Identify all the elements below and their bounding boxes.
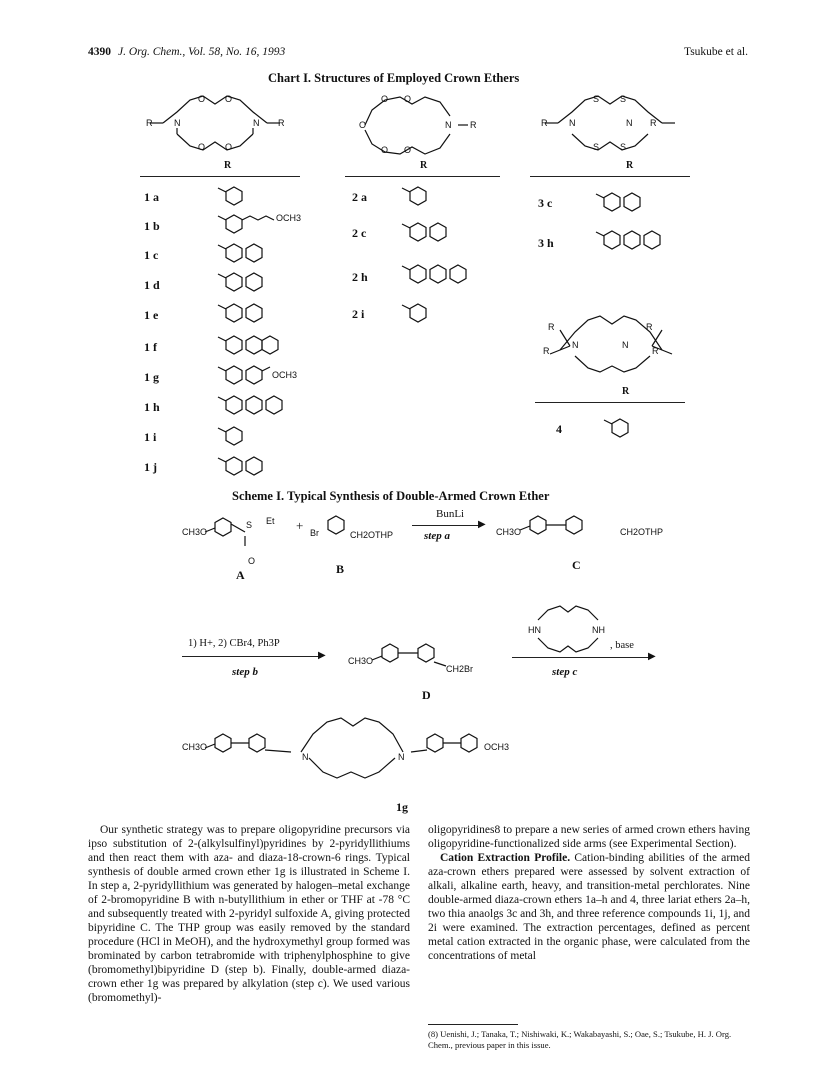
substituent-bipyridyl	[596, 190, 656, 214]
substituent-bipyridyl-alt	[218, 301, 278, 327]
section-heading: Cation Extraction Profile.	[440, 852, 571, 864]
compound-label-d: D	[422, 688, 431, 702]
compound-label: 1 h	[144, 400, 160, 414]
compound-label: 1 b	[144, 219, 160, 233]
fragment-ch3o: CH3O	[182, 742, 208, 752]
reagent-b: 1) H+, 2) CBr4, Ph3P	[188, 638, 280, 649]
journal-citation: J. Org. Chem., Vol. 58, No. 16, 1993	[118, 46, 286, 58]
substituent-pyridyl	[218, 184, 248, 208]
ring-label-r: R	[650, 118, 657, 128]
paragraph	[428, 851, 750, 963]
substituent-biphenyl	[218, 454, 278, 478]
fragment-ch2othp: CH2OTHP	[350, 530, 394, 540]
reagent-a: BunLi	[436, 508, 465, 520]
column-rule	[345, 176, 500, 177]
fragment-och3: OCH3	[484, 742, 510, 752]
fragment-ch3o: CH3O	[348, 656, 374, 666]
fragment-hn: HN	[528, 625, 541, 635]
substituent-bipyridyl	[218, 241, 278, 265]
ring-label-r: R	[652, 346, 659, 356]
ring-label-o: O	[198, 94, 206, 104]
fragment-ch2othp: CH2OTHP	[620, 527, 664, 537]
compound-label: 1 e	[144, 308, 159, 322]
substituent-och3: OCH3	[276, 213, 302, 223]
scheme-caption: Scheme I. Typical Synthesis of Double-Armed Crown Ether	[232, 489, 550, 503]
step-a-label: step a	[424, 530, 450, 542]
compound-label: 2 i	[352, 307, 365, 321]
fragment-br: Br	[310, 528, 319, 538]
ring-label-o: O	[381, 94, 389, 104]
ring-label-r: R	[278, 118, 285, 128]
diaza-crown-ring-left	[145, 90, 285, 155]
paragraph: oligopyridines8 to prepare a new series of armed crown ethers having oligopyridine-functionalized side arms (see Experimental Section).	[428, 824, 750, 850]
step-b-label: step b	[232, 666, 258, 678]
ring-label-s: S	[593, 142, 600, 152]
step-c-label: step c	[552, 666, 578, 678]
column-header-r: R	[622, 386, 630, 397]
ring-label-s: S	[620, 142, 627, 152]
compound-label-1g: 1g	[396, 800, 408, 814]
ring-label-n: N	[445, 120, 452, 130]
fragment-s: S	[246, 520, 253, 530]
arrow-head: ▶	[648, 651, 656, 662]
column-rule	[140, 176, 300, 177]
footnote-rule	[428, 1024, 518, 1025]
arrow-head: ▶	[478, 519, 486, 530]
compound-label: 3 c	[538, 196, 553, 210]
ring-label-r: R	[470, 120, 477, 130]
ring-label-r: R	[541, 118, 548, 128]
substituent-pyridylpyrazinyl	[218, 270, 278, 296]
base-reagent: , base	[610, 640, 634, 651]
compound-label: 2 a	[352, 190, 367, 204]
substituent-terpyridyl	[218, 393, 308, 419]
fragment-n: N	[398, 752, 405, 762]
substituent-pyridyl	[604, 416, 634, 440]
fragment-o: O	[248, 556, 256, 566]
compound-label-b: B	[336, 562, 345, 576]
ring-label-o: O	[225, 142, 233, 152]
compound-label: 1 a	[144, 190, 159, 204]
footnote: (8) Uenishi, J.; Tanaka, T.; Nishiwaki, K.; Wakabayashi, S.; Oae, S.; Tsukube, H. J. Org. Chem., previous paper in this issue.	[428, 1029, 732, 1050]
body-column-right	[428, 823, 750, 963]
fragment-ch2br: CH2Br	[446, 664, 474, 674]
ring-label-s: S	[593, 94, 600, 104]
ring-label-n: N	[174, 118, 181, 128]
compound-label-c: C	[572, 558, 581, 572]
fragment-n: N	[302, 752, 309, 762]
ring-label-o: O	[198, 142, 206, 152]
ring-label-r: R	[146, 118, 153, 128]
tetrasubstituted-crown-ring	[540, 310, 680, 380]
thia-crown-ring-right	[540, 90, 680, 155]
compound-label-a: A	[236, 568, 245, 582]
ring-label-o: O	[225, 94, 233, 104]
substituent-phenyl	[402, 301, 432, 325]
running-authors: Tsukube et al.	[683, 46, 748, 58]
compound-label: 1 d	[144, 278, 160, 292]
ring-label-n: N	[253, 118, 260, 128]
substituent-terpyridyl	[402, 262, 492, 288]
reaction-arrow	[412, 525, 482, 526]
paragraph-text: Cation-binding abilities of the armed aza-crown ethers prepared were assessed by solvent extraction of alkali, alkaline earth, heavy, and transition-metal perchlorates. Nine double-armed diaza-crown ethers 1a–h and 4, three lariat ethers 2a–h, two thia anaolgs 3c and 3h, and three reference compounds 1i, 1j, and 2i were examined. The extraction percentages, defined as percent metal cation extracted in the organic phase, were calculated from the concentrations of metal	[428, 852, 751, 962]
substituent-pyridylquinolyl	[218, 333, 298, 359]
fragment-et: Et	[266, 516, 275, 526]
compound-label: 1 i	[144, 430, 157, 444]
ring-label-r: R	[646, 322, 653, 332]
substituent-och3: OCH3	[272, 370, 298, 380]
ring-label-o: O	[404, 145, 412, 155]
fragment-nh: NH	[592, 625, 605, 635]
substituent-terpyridyl	[596, 228, 686, 254]
column-rule	[535, 402, 685, 403]
ring-label-o: O	[404, 94, 412, 104]
compound-label: 1 j	[144, 460, 157, 474]
compound-1g-structure	[205, 712, 495, 792]
plus-sign: +	[296, 518, 304, 533]
fragment-ch3o: CH3O	[182, 527, 208, 537]
compound-label: 1 g	[144, 370, 159, 384]
column-header-r: R	[420, 160, 428, 171]
ring-label-n: N	[572, 340, 579, 350]
compound-label: 1 c	[144, 248, 159, 262]
page-number: 4390	[88, 46, 111, 58]
reaction-arrow	[182, 656, 322, 657]
substituent-phenyl	[218, 424, 248, 448]
substituent-pyridyl	[402, 184, 432, 208]
compound-a-structure	[205, 508, 265, 548]
ring-label-n: N	[622, 340, 629, 350]
paragraph: Our synthetic strategy was to prepare oligopyridine precursors via ipso substitution of 2-(alkylsulfinyl)pyridines by 2-pyridyllithiums and then react them with aza- and diaza-18-crown-6 rings. Typical synthesis of double armed crown ether 1g is illustrated in Scheme I. In step a, 2-pyridyllithium was generated by halogen–metal exchange of 2-bromopyridine B with n-butyllithium in ether or THF at -78 °C and subsequently treated with 2-pyridyl sulfoxide A, giving protected bipyridine C. The THP group was easily removed by the standard procedure (HCl in MeOH), and the hydroxymethyl group formed was brominated by carbon tetrabromide with triphenylphosphine to give (bromomethyl)bipyridine D (step b). Finally, double-armed diaza-crown ether 1g was prepared by alkylation (step c). We used various (bromomethyl)-	[88, 824, 410, 1004]
compound-label: 2 c	[352, 226, 367, 240]
reaction-arrow	[512, 657, 652, 658]
ring-label-n: N	[626, 118, 633, 128]
ring-label-n: N	[569, 118, 576, 128]
column-rule	[530, 176, 690, 177]
body-column-left	[88, 823, 410, 1005]
substituent-bipyridyl	[402, 220, 462, 244]
column-header-r: R	[626, 160, 634, 171]
compound-label: 1 f	[144, 340, 157, 354]
chart-caption: Chart I. Structures of Employed Crown Ethers	[268, 71, 520, 85]
ring-label-s: S	[620, 94, 627, 104]
ring-label-r: R	[548, 322, 555, 332]
fragment-ch3o: CH3O	[496, 527, 522, 537]
arrow-head: ▶	[318, 650, 326, 661]
ring-label-o: O	[381, 145, 389, 155]
compound-label: 2 h	[352, 270, 368, 284]
ring-label-o: O	[359, 120, 367, 130]
column-header-r: R	[224, 160, 232, 171]
compound-label: 4	[556, 422, 562, 436]
ring-label-r: R	[543, 346, 550, 356]
compound-label: 3 h	[538, 236, 554, 250]
